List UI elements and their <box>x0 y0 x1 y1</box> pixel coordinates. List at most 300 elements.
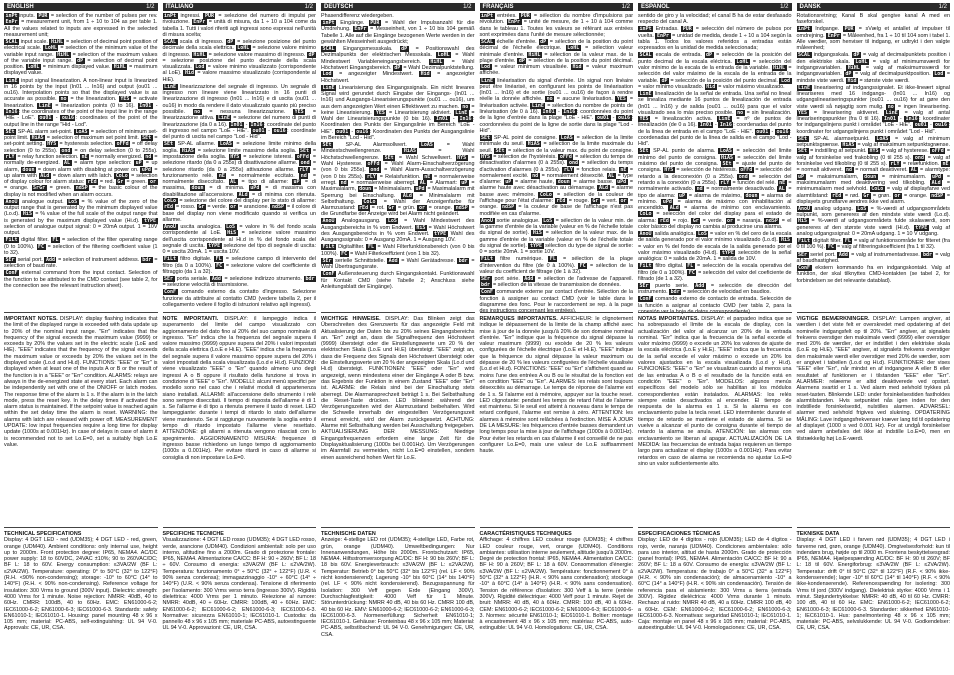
menu-code: LoHL <box>567 45 580 52</box>
menu-text: filtro digitale. <box>177 256 215 263</box>
menu-text: ekstern kommando fra en indgangskontakt. Valg af funktion, der skal tilknyttes CMD-kontakten (se tabel 2, for forbindelsen se det relevante datablad). <box>796 264 950 284</box>
menu-text: 10 <box>271 19 278 26</box>
menu-code: dP <box>308 51 315 58</box>
menu-code: ond <box>370 167 380 174</box>
menu-text: = selezione isteresi. <box>240 153 296 160</box>
menu-text: = il colore di base del display non viene modificato quando si verifica un allarme. <box>162 204 316 223</box>
menu-code: Lod <box>780 77 791 84</box>
menu-text: serielle Schnittstelle. <box>333 257 388 264</box>
menu-text: = selezione ritardo (da 0 a 255s) attivazione allarme. <box>162 160 316 173</box>
menu-text: = alarme haute avec désactivation au démarrage. <box>479 179 634 192</box>
menu-text: = alarma de máximo con inhabilitación al encendido. <box>638 198 792 212</box>
menu-code: rEd <box>359 205 369 212</box>
menu-text: = normally energized. <box>89 153 144 160</box>
menu-text: : the coordinates of the point of the input line in the range "HiE - LoE". <box>4 109 158 122</box>
menu-code: SEr <box>5 257 15 264</box>
menu-code: EnPr <box>5 19 18 26</box>
menu-text: 10 <box>590 19 597 26</box>
menu-code: HiS <box>780 237 790 244</box>
menu-code: SCAL <box>5 38 18 45</box>
menu-text: = valor en % del fondo de escala de la salida generado por el valor máximo visualizado (Hi.d). <box>638 243 792 256</box>
menu-text: salida analógica. <box>653 231 697 238</box>
menu-code: AL <box>230 179 237 186</box>
menu-text: 10 <box>96 19 103 26</box>
menu-paragraph <box>321 142 475 218</box>
important-notes <box>4 316 158 524</box>
section-divider <box>321 527 475 528</box>
menu-code: SEt <box>322 142 332 149</box>
menu-code: Gr <box>592 198 599 204</box>
menu-text: : coordinate del punto di uscita nel campo "Lod - Hid". <box>162 127 317 141</box>
menu-code: ndSP <box>931 192 944 199</box>
menu-text: = selection of the filtering coefficient value (1 to 32). <box>4 243 158 256</box>
menu-code: nd <box>696 186 703 193</box>
menu-text: = uscita 20mA. <box>165 249 205 256</box>
menu-text: = alarma de mínimo. <box>638 192 792 205</box>
menu-code: nE <box>218 172 225 179</box>
menu-code: AnoU <box>164 223 177 230</box>
important-notes <box>163 316 317 524</box>
menu-code: nd <box>300 172 307 179</box>
menu-text: - <box>266 127 273 134</box>
menu-text: = valore in % del fondo scala corrispondente al LoE. <box>162 223 316 237</box>
menu-code: In01 <box>699 122 712 129</box>
menu-text: = Wahl der Linearisierungspunkte (0 bis 16). <box>321 109 475 123</box>
menu-text: = Minimalalarm. <box>372 186 414 193</box>
menu-code: LinE <box>798 84 811 91</box>
menu-text: = selección del límite máximo del punto de consigna. <box>638 154 792 168</box>
menu-code: dP <box>706 52 713 59</box>
menu-code: CoLo <box>164 198 177 204</box>
menu-text: = linearisering aktiveret. <box>808 109 885 116</box>
menu-code: SEt <box>495 147 505 154</box>
menu-text: selección de la señal analógica: <box>638 249 792 263</box>
menu-code: ndSP <box>502 204 515 211</box>
menu-code: FC <box>827 244 834 251</box>
section-divider <box>4 312 158 313</box>
page-number: 1/2 <box>146 4 155 10</box>
menu-code: HiHL <box>430 58 443 65</box>
technical-specifications <box>480 531 634 672</box>
menu-text: = selezione limite minimo della soglia. <box>162 141 316 154</box>
menu-paragraph <box>163 141 317 223</box>
menu-paragraph <box>321 218 475 243</box>
technical-specifications <box>638 531 792 672</box>
menu-text: external command from the input contact. Selection of the function to be attributed to the CMD contact (see table 2, for the connection see the relevant instruction sheet). <box>4 270 158 290</box>
menu-code: oFFd <box>116 141 129 148</box>
menu-text: = alarmtype: <box>918 167 951 174</box>
menu-text: = Wahl Mindestwert des Ausgangsbereichs in % vom Endwert. <box>321 218 475 231</box>
menu-text: 4 <box>289 19 293 26</box>
page-number: 1/2 <box>621 4 630 10</box>
menu-code: ond <box>61 147 71 154</box>
menu-text: 1 <box>520 249 524 256</box>
menu-text: = Wahl Mindestwert Variableneingangsbereich. <box>321 52 475 65</box>
menu-code: SEr <box>164 275 174 282</box>
menu-code: no <box>887 103 894 110</box>
menu-text: = sélection de la vitesse de transmission de données. <box>491 282 621 289</box>
tech-body: Display: LED de 4 dígitos - rojo (UDM35); LED de 4 dígitos - rojo, verde, naranja (UDM40). Condiciones ambientales: sólo para uso interior, altitud de hasta 2000m. Grado de protección (panel frontal): IP65, NEMA4. Alimentación CA/CC: BF H: 90 a 260V; BF L: 18 a 60V. Consumo de energía: ≤3VA/2W (BF L: ≤2VA/2W). Temperatura: de trabajo 0° a 50°C (32° a 122°F) (H.R. < 90% sin condensación); de almacenamiento -10° a 60°C (14° a 140°F) (H.R. < 90% sin condensación). Tensión de referencia para el aislamiento: 300 Vrms a tierra (entrada 300V). Rigidez dieléctrica: 4000 Vrms durante 1 minuto. Rechazo al ruido: NMRR 40 dB, 40 a 60Hz. CMRR 100 dB, 40 a 60Hz. CEM: EN61000-6-2; IEC61000-6-2; EN61000-6-3; IEC61000-6-3. Normativas: seguridad EN61010-1; IEC61010-1. Caja: montaje en panel 48 x 96 x 105 mm; material: PC-ABS, autoextinguible: UL 94 V-0. Homologaciones: CE, UR, CSA. <box>638 537 792 632</box>
menu-text: = valg af minimumsværdi for indgangsvariablen. <box>796 58 950 71</box>
menu-code: rEd <box>659 217 669 224</box>
menu-code: HiHL <box>528 51 541 58</box>
technical-specifications <box>163 531 317 672</box>
menu-text: 4 <box>610 19 614 26</box>
menu-code: FiLt <box>5 237 18 244</box>
menu-code: CoLo <box>871 186 884 193</box>
menu-text: - <box>449 116 458 123</box>
menu-code: inPt <box>5 13 18 19</box>
menu-text: 1 <box>413 237 417 244</box>
menu-code: dP <box>401 46 408 53</box>
menu-text: port série. <box>491 275 523 282</box>
menu-text: = relay function selection. <box>16 153 81 160</box>
menu-text: = down alarm with latch. <box>50 172 115 179</box>
menu-code: LinE <box>322 84 335 91</box>
menu-code: ou01 <box>596 115 610 122</box>
menu-text: to <box>102 19 111 26</box>
menu-text: 0 <box>851 231 855 238</box>
tech-title: TECHNISCHE DATEN <box>321 531 376 537</box>
menu-text: escala de entrada. <box>653 52 705 59</box>
menu-text: 1 <box>86 19 90 26</box>
menu-text: 10 <box>110 19 117 26</box>
menu-text: ÷ <box>888 32 895 39</box>
menu-code: CoLo <box>115 172 128 179</box>
menu-text: échelle d'entrée. <box>494 38 539 45</box>
menu-text: = selección del valor mínimo de la escala de la entrada de la variable. <box>638 58 792 71</box>
menu-text: = selezione velocità di trasmissione. <box>162 282 249 289</box>
menu-code: AnoU <box>798 205 811 212</box>
menu-code: AL <box>64 160 71 167</box>
menu-text: scala di ingresso. <box>177 38 226 45</box>
menu-code: or <box>620 198 627 204</box>
tech-body: Affichage: 4 chiffres LED couleur rouge (UDM35); 4 chiffres LED couleur rouge, vert, orange (UDM40). Conditions ambiantes: utilisation interne seulement, altitude jusqu'à 2000m. Degré de protection frontal: IP65, NEMA4. Alimentation CA/CC: BF H: 90 à 260V; BF L: 18 à 60V. Consommation d'énergie: ≤3VA/2W (BF L: ≤2VA/2W). Température: fonctionnement 0° à 50°C (32° à 122°F) (H.R. < 90% sans condensation); stockage -10° à 60°C (14° à 140°F) (H.R. < 90% sans condensation). Tension de référence d'isolation: 300 Veff à la terre (entrée 300V). Rigidité diélectrique: 4000 Veff pour 1 minute. Rejet de bruit: NMRR: 40 dB, 40 à 60Hz. CMRR: 100 dB, 40 à 60Hz. CEM: EN61000-6-2; IEC61000-6-2; EN61000-6-3; IEC61000-6-3. Normes: sécurité EN61010-1; IEC61010-1. Boîtier: montage à encastrement 48 x 96 x 105 mm; matériau: PC-ABS, auto-extinguible: UL 94 V-0. Homologations: CE, UR, CSA. <box>479 537 633 632</box>
menu-text: = impostazione della soglia. <box>162 147 316 160</box>
menu-code: PUR <box>844 26 854 33</box>
technical-specifications <box>4 531 158 672</box>
menu-code: ou01 <box>252 127 265 134</box>
menu-text: uscita analogica. <box>177 223 225 230</box>
menu-text: = mindste viste værdi. <box>796 71 950 84</box>
menu-code: LoS <box>68 198 78 205</box>
page-number: 1/2 <box>304 4 313 10</box>
menu-code: rLY <box>563 166 573 173</box>
menu-code: inPt <box>164 13 177 19</box>
menu-text: = Wahl Filterkoeffizient (von 1 bis 32). <box>348 250 441 257</box>
menu-paragraph <box>4 13 158 38</box>
menu-text: = green. <box>46 185 75 192</box>
menu-text: = selección de la posición del punto decimal. <box>668 77 780 84</box>
menu-code: EnPr <box>827 32 840 39</box>
menu-code: SrGr <box>33 185 46 192</box>
menu-text: = salida de 20mA. <box>667 256 714 263</box>
menu-text: Außensteuerung durch Eingangskontakt. Funktionswahl für Kontakt CMD (siehe Tabelle 2; Anschluss siehe Anleitungsblatt der Eingänge). <box>321 271 475 290</box>
menu-text: = normalement désexcité. <box>539 172 607 179</box>
menu-paragraph <box>480 289 634 314</box>
menu-text: = la couleur de base de l'affichage n'est pas modifiée en cas d'alarme. <box>479 204 634 217</box>
menu-code: PUR <box>682 26 692 33</box>
menu-text: = Wahl Übertragungsrate. <box>321 257 475 271</box>
menu-code: LoS <box>857 205 867 212</box>
notes-body: DISPLAY: Das Blinken zeigt das Überschreiten des Grenzwerts für das angezeigte Feld mit Aktualisierung der Daten bis zu 20% seines Eingangsbereichs an. "Err" zeigt an, dass die Signalfrequenz den Höchstwert (9999) übersteigt oder die Einstellungswerte um 20 % der elektrischen Skala (Lo.E und Hi.E) übersteigt. "EEE" zeigt an, dass die Frequenz des Signals den Höchstwert übersteigt oder die Einstellungswerte um 20 % der angezeigten Skala (Lo.d und Hi.d) übersteigt. FUNKTIONEN: "EEE" oder "Err" wird angezeigt, wenn mindestens einer der Eingänge A oder B bzw. das Ergebnis der Funktion in einem Zustand "EEE" oder "Err" ist. ALARME: die Relais sind bei der Einschaltung stets aberregt. Die Alarmansprechzeit beträgt 1 s. Bei Selbsthaltung die Reset-Taste drücken. LED blinkend: während der Verzögerungszeiten wird der Alarmzustand beibehalten. Wird die Schwelle innerhalb der eingestellten Verzögerungszeit erneut erreicht, wird der Alarm zurückgesetzt. ACHTUNG: Alarme mit Selbsthaltung werden bei Ausschaltung freigegeben. AKTUALISIERUNG DER MESSUNG: Niedrige Eingangsfrequenzen erfordern eine lange Zeit für die Displayaktualisierung (1000s bei 0.001Hz). Um Verzögerungen im Alarmfall zu vermeiden, nicht Lo.E=0 einstellen, sondern einen ausreichend hohen Wert für Lo.E. <box>321 316 475 461</box>
menu-code: LoHL <box>736 58 749 65</box>
menu-code: HiHL <box>193 51 206 58</box>
language-column-français <box>480 3 634 672</box>
menu-code: HYS <box>481 153 491 160</box>
menu-code: FiLt <box>164 256 177 263</box>
menu-text: = Wahl Höchstwert Eingangsbereich. <box>321 58 475 71</box>
menu-code: dP <box>77 57 84 64</box>
menu-text: = sélection de la position du point décimal. <box>526 57 633 64</box>
menu-code: rLY <box>299 166 309 173</box>
menu-code: AnoU <box>322 218 335 225</box>
menu-text: = sélection valeur minimale d'entrée. <box>479 45 633 58</box>
menu-text: filtro digital. <box>653 263 686 270</box>
menu-code: uPd <box>415 186 425 193</box>
programming-menu-text <box>479 13 634 315</box>
menu-text: = selection of the maximum values of the variable input range. <box>4 51 158 64</box>
menu-text: = valg af maksimum setpunktsgrænse. <box>855 142 950 149</box>
menu-code: FL <box>215 256 222 263</box>
menu-code: CoLo <box>639 211 652 218</box>
menu-text: ingressi. <box>177 13 204 19</box>
menu-text: = Messeinheit, von <box>367 26 419 33</box>
menu-code: AnoU <box>481 217 494 224</box>
menu-code: FL <box>52 237 59 244</box>
menu-code: SEt <box>722 161 732 168</box>
menu-text: = normally de-energized. <box>4 153 158 167</box>
menu-text: Eingangsmessskala. <box>336 46 400 53</box>
menu-code: FiLt <box>322 244 335 251</box>
menu-text: = Positionswahl des Dezimalpunkts der elektrischen Messskala. <box>321 46 475 59</box>
menu-text: = normalmente activado. <box>638 179 792 193</box>
menu-code: HiHL <box>773 64 786 71</box>
menu-text: = selezione valore massimo dell'uscita corrispondente al Hi.d in % del fondo scala del segnale di uscita. <box>162 230 316 249</box>
menu-code: uPd <box>932 173 942 180</box>
menu-code: nd <box>532 172 539 179</box>
tech-body: Display: 4 DGT LED i farven rød (UDM35); 4 DGT LED i farverne rød, grøn, orange (UDM40). Omgivelsesforhold: kun til indendørs brug, højde op til 2000 m. Frontens beskyttelsesgrad: IP65, NEMA4. Hjælpespænding AC/DC: BF H: 90 til 260V; BF L: 18 til 60V. Energiforbrug: ≤3VA/2W (BF L: ≤2VA/2W). Temperatur: drift 0° til 50°C (32° til 122°F) (R.F. < 90% ikke-kondenserende); lager -10° til 60°C (14° til 140°F) (R.F. < 90% ikke-kondenserende). Referencespænding for isolering: 300 Vrms til jord (300V indgang). Dielektrisk styrke: 4000 Vrms i 1 minut. Støjundertrykkelse: NMRR: 40 dB, 40 til 60 Hz. CMRR: 100 dB, 40 til 60 Hz. EMC: EN61000-6-2; IEC61000-6-2; EN61000-6-3; IEC61000-6-3. Standarder: sikkerhed EN61010-1; IEC61010-1. Hus: panelmontering 48 x 96 x 105 mm; materiale: PC-ABS, selvslukkende: UL 94 V-0. Godkendelser: CE, UR, CSA. <box>796 537 950 632</box>
menu-code: Add <box>388 257 398 264</box>
menu-text: Phasendifferenz wiedergeben. <box>321 13 394 19</box>
menu-paragraph <box>4 129 158 198</box>
menu-code: oFFd <box>740 167 753 174</box>
menu-code: HiAS <box>721 154 734 161</box>
menu-text: 1 <box>713 256 717 263</box>
menu-code: oFFd <box>559 153 572 160</box>
menu-text: = rojo. <box>670 217 692 224</box>
menu-text: - <box>52 115 61 122</box>
menu-code: SEt <box>5 128 15 135</box>
menu-text: = selección del número de pulsos por vuelta. <box>638 26 792 39</box>
menu-code: In16 <box>563 109 576 116</box>
menu-code: ConF <box>164 289 177 296</box>
section-divider <box>638 312 792 313</box>
menu-text: - <box>349 128 355 135</box>
menu-code: ndSP <box>455 205 468 212</box>
menu-code: ou01 <box>336 128 349 135</box>
menu-code: Gr <box>388 205 395 212</box>
menu-code: ou16 <box>617 115 630 122</box>
menu-text: = sélection du temps de désactivation d'alarmes (0 à 255s). <box>479 153 633 167</box>
menu-code: Lod <box>934 71 944 78</box>
menu-code: nd <box>340 179 347 186</box>
menu-code: tYPE <box>529 242 543 249</box>
menu-text: = el color básico del display no cambia al producirse una alarma. <box>638 217 792 230</box>
column-header <box>4 3 158 11</box>
menu-code: LoAS <box>719 148 732 155</box>
menu-code: HiAS <box>31 135 44 142</box>
menu-text: = funzionamento relè. <box>162 166 316 179</box>
menu-code: ou16 <box>356 128 369 135</box>
menu-text: 10 <box>429 26 436 33</box>
menu-text: = valg af filtreringskoefficient (fra 1 til 32). <box>835 244 936 251</box>
menu-code: oFFd <box>931 148 944 155</box>
menu-code: FL <box>367 244 374 251</box>
menu-text: = valor mínimo visualizado. <box>638 83 705 90</box>
menu-text: = rot. <box>369 205 387 212</box>
menu-code: AL <box>608 172 615 179</box>
menu-code: LinE <box>639 90 652 97</box>
menu-text: = Wahl Alarm-Ausschaltverzögerung (von 0 bis 255s). <box>321 167 475 180</box>
programming-menu-text <box>638 13 792 316</box>
menu-code: SCAL <box>798 52 811 59</box>
menu-code: SEt <box>142 135 152 142</box>
menu-code: In01 <box>883 116 897 123</box>
menu-code: LoHL <box>855 58 868 65</box>
menu-paragraph <box>163 289 317 308</box>
menu-text: = % value of the full scale of the output range that is generated by the maximum displayed value (Hi.d). <box>4 211 158 224</box>
menu-code: ou16 <box>776 128 789 135</box>
menu-text: comme dans le tableau 1. Toutes les valeurs se référant aux entrées sont exprimées dans l'unité de mesure sélectionnée; <box>479 19 633 38</box>
menu-code: HiHL <box>57 51 70 58</box>
menu-code: FiLt <box>481 256 494 263</box>
menu-code: uP <box>293 179 300 186</box>
menu-text: Eingänge. <box>336 20 369 27</box>
menu-text: - <box>928 122 934 129</box>
section-divider <box>163 527 317 528</box>
menu-text: = selezione ritardo (da 0 a 255s) di disattivazione allarme. <box>162 153 316 167</box>
menu-text: = Maximalalarm, <box>321 179 475 193</box>
menu-code: PUR <box>204 13 214 19</box>
menu-text: 10 <box>283 19 290 26</box>
language-label: ESPAÑOL <box>641 4 670 10</box>
menu-text: = % value of the zero of the output range that is generated by the minimum displayed value (Lo.d). <box>4 198 158 218</box>
menu-paragraph <box>321 85 475 142</box>
menu-code: ond <box>568 160 578 167</box>
menu-text: = green. <box>124 179 149 186</box>
menu-code: ou01 <box>914 122 927 129</box>
menu-text: = sélection de la valeur du coefficient de filtrage (de 1 à 32). <box>479 262 633 275</box>
menu-code: LinE <box>5 77 18 84</box>
menu-code: SEr <box>322 257 332 264</box>
menu-text: : coordinates of the point of the output line in the range "Hid - Lod". <box>4 115 158 128</box>
menu-text: bis <box>435 26 447 33</box>
menu-text: SP-AL alarm set-point. <box>16 128 74 135</box>
menu-code: doun <box>191 185 204 192</box>
menu-paragraph <box>797 265 951 284</box>
menu-code: dP <box>518 57 525 64</box>
menu-code: LinE <box>217 115 230 122</box>
menu-code: rLY <box>5 153 15 160</box>
menu-code: LinE <box>164 83 177 90</box>
menu-text: = selezione valore massimo di ingresso. <box>206 51 307 58</box>
menu-text: = sélection de l'hystérésis. <box>491 153 559 160</box>
menu-paragraph <box>163 13 317 38</box>
menu-code: HiHL <box>50 38 63 45</box>
menu-code: Lod <box>322 71 332 78</box>
menu-code: LoHL <box>44 45 57 52</box>
menu-code: HYS <box>230 153 240 160</box>
menu-code: EnPr <box>656 32 670 39</box>
menu-text: - <box>244 121 249 128</box>
menu-code: LinE <box>718 116 731 123</box>
menu-text: ÷ <box>264 19 272 26</box>
menu-text: = relæfunktion. <box>900 161 941 168</box>
menu-text: = normalement excité. <box>479 166 634 179</box>
menu-text: = valeur maximum affichée. <box>479 64 634 77</box>
menu-code: LoAS <box>560 135 573 142</box>
menu-code: dP <box>845 71 852 78</box>
menu-text: - <box>610 115 617 122</box>
section-divider <box>797 527 951 528</box>
menu-paragraph <box>638 263 792 282</box>
menu-code: HiS <box>798 218 808 225</box>
menu-paragraph <box>480 256 634 275</box>
menu-text: = normalerweise erregt. <box>321 173 475 186</box>
menu-paragraph <box>638 91 792 148</box>
menu-text: = selection of maximum set point limit. <box>45 135 141 142</box>
menu-text: ÷ <box>421 26 430 33</box>
notes-body: DISPLAY: el parpadeo indica que se ha sobrepasado el límite de la escala de display, con la actualización del valor al alcanzar un 20% de la entrada nominal. "Err" indica que la frecuencia de la señal excede el valor máximo (9999) o excede un 20% los valores de ajuste de la escala eléctrica (Lo.E y Hi.E). "EEE" indica que la frecuencia de la señal excede el valor máximo o excede un 20% los valores ajustados en la escala visualizada (Lo.d y Hi.d). FUNCIONES: "EEE" o "Err" se visualizan cuando al menos una de las entradas A o B o el resultado de la función está en condición "EEE" o "Err". MODELOS: algunos menús específicos del modelo sólo se habilitan si los módulos correspondientes están instalados. ALARMAS: los relés siempre están desactivados al encender. El tiempo de respuesta de la alarma es 1 s. Si la alarma es con enclavamiento pulse la tecla reset. LED intermitente: durante el tiempo de retardo se mantiene el estado de alarma. Si se vuelve a alcanzar el punto de consigna durante el tiempo de retardo la alarma se anula. ATENCIÓN: las alarmas con enclavamiento se liberan al apagar. ACTUALIZACIÓN DE LA MEDIDA: las frecuencias de entrada bajas requieren un tiempo largo para actualizar el display (1000s a 0.001Hz). Para evitar retardos en caso de alarma se recomienda no ajustar Lo.E=0 sino un valor suficientemente alto. <box>638 316 792 467</box>
menu-code: or <box>149 179 156 186</box>
menu-text: = 10 V udgang. <box>900 231 939 238</box>
language-label: ENGLISH <box>7 4 34 10</box>
menu-text: = selección de velocidad en baudios. <box>681 289 771 296</box>
menu-text: = valg af maksimumsværdi for indgangsvariablen. <box>796 64 950 78</box>
menu-text: = selezione posizione del punto decimale della scala elettrica. <box>162 38 316 52</box>
menu-text: Analogausgang. <box>336 218 387 225</box>
important-notes <box>480 316 634 524</box>
menu-text: = normalt aktiveret. <box>796 167 845 174</box>
menu-code: ou16 <box>61 115 74 122</box>
menu-text: = orange. <box>479 198 633 211</box>
menu-text: 10 <box>907 32 914 39</box>
menu-text: porta seriale. <box>174 275 211 282</box>
column-header <box>797 3 951 11</box>
menu-text: filtre numérique. <box>494 256 549 263</box>
menu-text: ÷ <box>89 19 97 26</box>
menu-code: HYS <box>664 167 674 174</box>
menu-text: = grøn. <box>870 192 893 199</box>
menu-code: uPd <box>662 198 672 205</box>
menu-paragraph <box>480 39 634 77</box>
menu-code: tYPE <box>915 224 928 231</box>
menu-text: = selection of the filter operating range (0 to 100%). <box>4 237 158 250</box>
tech-body: Display: 4 DGT LED - red (UDM35); 4 DGT LED - red, green, orange (UDM40). Ambient conditions: only internal use, height up to 2000m. Front protection degree: IP65, NEMA4. AC/DC power supply: 18 to 60VDC, 24VAC ±10%; 90 to 260VAC/DC; BF L: 18 to 60V. Energy consumption: ≤3VA/2W (BF L: ≤2VA/2W). Temperature: operating: 0° to 50°C (32° to 122°F) (R.H. <90% non-condensing); storage: -10° to 60°C (14° to 140°F) (R.H. < 90% non-condensing). Reference voltage for insulation: 300 Vrms to ground (300V input). Dielectric strength: 4000 Vrms for 1 minute. Noise rejection: NMRR: 40dB, 40 to 60Hz. CMRR: 100dB, 40 to 60Hz. EMC: EN61000-6-2; IEC61000-6-2; EN61000-6-3; IEC61000-6-3. Standards: safety EN61010-1; IEC61010-1. Housing: panel mounting 48 x 96 x 105 mm; material: PC-ABS, self-extinguishing: UL 94 V-0. Approvals: CE, UR, CSA. <box>4 537 158 632</box>
menu-text: = Minimalalarm mit Selbsthaltung. <box>321 192 475 205</box>
menu-code: uP <box>461 179 468 186</box>
menu-text: = uscita 10V. <box>207 249 240 256</box>
menu-text: Rotationsretning; Kanal B skal gengive kanal A med en faseforskel. <box>796 13 950 26</box>
menu-text: = valore massimo visualizzato (corrispondente al HiE). <box>162 70 316 83</box>
menu-code: or <box>418 205 426 212</box>
menu-code: ond <box>738 173 748 180</box>
menu-code: nd <box>846 167 853 174</box>
menu-text: = selection of display colour for alarm status: <box>4 172 158 186</box>
menu-text: entrées. <box>494 13 520 19</box>
menu-text: = Måleenhed, fra <box>841 32 886 39</box>
